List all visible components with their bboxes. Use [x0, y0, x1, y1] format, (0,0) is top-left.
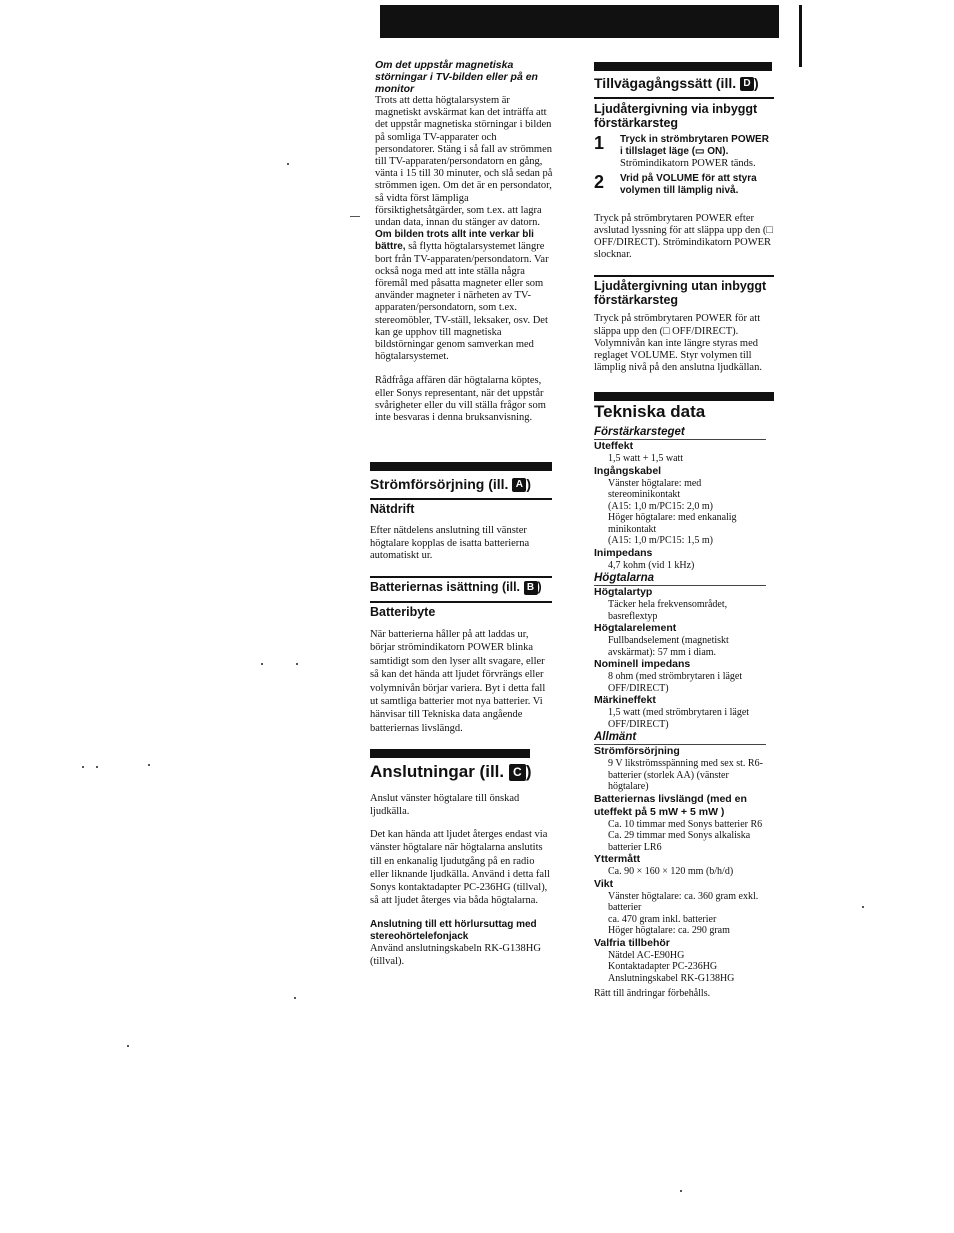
connections-paragraph-1: Anslut vänster högtalare till önskad ljudkälla. — [370, 793, 520, 818]
spec-value: Ca. 90 × 160 × 120 mm (b/h/d) — [608, 866, 734, 878]
step-1-note: Strömindikatorn POWER tänds. — [620, 158, 756, 170]
magnetic-paragraph-2 — [375, 229, 555, 363]
scan-speck — [261, 663, 263, 665]
section-bar — [594, 392, 774, 401]
spec-label: Valfria tillbehör — [594, 936, 670, 949]
spec-value: Höger högtalare: ca. 290 gram — [608, 925, 730, 937]
step-2-instruction: Vrid på VOLUME för att styra volymen till lämplig nivå. — [620, 172, 757, 196]
connections-title: Anslutningar (ill. C ) — [370, 762, 532, 782]
power-title: Strömförsörjning (ill. A ) — [370, 476, 532, 492]
magnetic-paragraph-2-rest: så flytta högtalarsystemet längre bort från TV-apparaten/persondatorn. Var också noga med att inte ställa några föremål med påsatta magneter eller som använder magneter i närheten av TV-apparaten/persondatorn, som t.ex. stereomöbler, TV-ställ, leksaker, osv. Det kan ge upphov till magnetiska bildstörningar genom samverkan med högtalarsystemet. — [375, 241, 549, 363]
section-rule — [370, 498, 552, 500]
scan-speck — [680, 1190, 682, 1192]
section-bar — [370, 749, 530, 758]
header-bar — [380, 5, 779, 38]
illustration-d-badge: D — [740, 77, 754, 91]
spec-section — [594, 571, 766, 730]
rights-note: Rätt till ändringar förbehålls. — [594, 988, 711, 1000]
magnetic-paragraph-1: Trots att detta högtalarsystem är magnetiskt avskärmat kan det inträffa att det uppstår magnetiska störningar i bilden på somliga TV-apparater och persondatorer. Stäng i så fall av strömmen till TV-apparaten/persondatorn en gång, vänta i 15 till 30 minuter, och slå sedan på strömmen igen. Om det är en persondator, så vidta först lämpliga försiktighetsåtgärder, som t.ex. att lagra undan data, innan du stänger av datorn. — [375, 95, 553, 229]
spec-value: Höger högtalare: med enkanalig minikontakt — [608, 512, 737, 535]
battery-change-title: Batteribyte — [370, 604, 436, 619]
mains-text: Efter nätdelens anslutning till vänster högtalare kopplas de isatta batterierna automatiskt ur. — [370, 525, 530, 561]
section-bar — [370, 462, 552, 471]
step-2 — [594, 173, 774, 197]
spec-label: Ingångskabel — [594, 464, 662, 477]
spec-value: Kontaktadapter PC-236HG — [608, 961, 718, 973]
spec-label: Nominell impedans — [594, 658, 691, 671]
connections-paragraph-2: Det kan hända att ljudet återges endast via vänster högtalare när högtalarna anslutits till en enkanalig ljudutgång på en radio eller liknande ljudkälla. Använd i detta fall Sonys kontaktadapter PC-236HG (tillval), så att ljudet återges via båda högtalarna. — [370, 829, 550, 907]
spec-value: Anslutningskabel RK-G138HG — [608, 972, 735, 984]
spec-label: Vikt — [594, 877, 614, 890]
magnetic-paragraph-3: Rådfråga affären där högtalarna köptes, eller Sonys representant, när det uppstår svårigheter eller du vill ställa frågor som inte besvaras i denna bruksanvisning. — [375, 375, 546, 424]
scan-speck — [350, 216, 360, 217]
spec-value: Vänster högtalare: med stereominikontakt — [608, 477, 702, 501]
step-number: 1 — [594, 133, 605, 154]
scan-speck — [127, 1045, 129, 1047]
spec-category: Högtalarna — [594, 571, 766, 586]
spec-value: 1,5 watt (med strömbrytaren i läget OFF/DIRECT) — [608, 707, 750, 730]
spec-category: Förstärkarsteget — [594, 425, 766, 440]
tech-title: Tekniska data — [594, 402, 706, 422]
spec-section — [594, 425, 766, 571]
spec-label: Batteriernas livslängd (med en uteffekt på 5 mW + 5 mW ) — [594, 792, 747, 818]
headphone-title: Anslutning till ett hörlursuttag med stereohörtelefonjack — [370, 919, 537, 943]
spec-value: (A15: 1,0 m/PC15: 2,0 m) — [608, 500, 714, 512]
illustration-c-badge: C — [509, 764, 526, 781]
step-1 — [594, 134, 774, 170]
column-2 — [594, 62, 774, 1001]
illustration-b-badge: B — [524, 581, 538, 595]
spec-label: Märkineffekt — [594, 694, 656, 707]
spec-value: 1,5 watt + 1,5 watt — [608, 453, 684, 465]
spec-label: Uteffekt — [594, 440, 634, 453]
step-1-instruction: Tryck in strömbrytaren POWER i tillslaget läge (▭ ON). — [620, 134, 769, 158]
spec-label: Högtalarelement — [594, 622, 677, 635]
magnetic-section — [375, 59, 555, 424]
spec-value: Fullbandselement (magnetiskt avskärmat): 57 mm i diam. — [608, 635, 729, 658]
section-rule — [370, 601, 552, 603]
spec-value: Ca. 10 timmar med Sonys batterier R6 — [608, 818, 763, 830]
mains-title: Nätdrift — [370, 502, 415, 517]
battery-insert-title: Batteriernas isättning (ill. B ) — [370, 579, 542, 594]
scan-speck — [148, 764, 150, 766]
magnetic-paragraph-2-bold: Om bilden trots allt inte verkar bli bättre, — [375, 229, 534, 253]
scan-speck — [287, 163, 289, 165]
scan-speck — [862, 906, 864, 908]
spec-label: Högtalartyp — [594, 586, 653, 599]
spec-value: 9 V likströmsspänning med sex st. R6-batterier (storlek AA) (vänster högtalare) — [608, 758, 763, 793]
scan-speck — [294, 997, 296, 999]
section-bar — [594, 62, 772, 71]
battery-change-text: När batterierna håller på att laddas ur, börjar strömindikatorn POWER blinka samtidigt som den lyser allt svagare, eller så kan det hända att ljudet förvrängs eller volymnivån börjar variera. Byt i detta fall ut samtliga batterier mot nya batterier. Vi hänvisar till Tekniska data angående batteriernas livslängd. — [370, 628, 546, 734]
spec-value: Vänster högtalare: ca. 360 gram exkl. batterier — [608, 890, 759, 914]
spec-value: (A15: 1,0 m/PC15: 1,5 m) — [608, 535, 714, 547]
column-1-lower — [370, 462, 552, 968]
margin-line — [799, 5, 802, 67]
with-amp-title: Ljudåtergivning via inbyggt förstärkarsteg — [594, 102, 758, 131]
scan-speck — [296, 663, 298, 665]
illustration-a-badge: A — [512, 478, 526, 492]
procedure-title: Tillvägagångssätt (ill. D ) — [594, 75, 759, 91]
spec-value: 8 ohm (med strömbrytaren i läget OFF/DIRECT) — [608, 671, 743, 694]
spec-value: Ca. 29 timmar med Sonys alkaliska batterier LR6 — [608, 830, 751, 853]
scan-speck — [82, 766, 84, 768]
spec-value: Nätdel AC-E90HG — [608, 949, 685, 961]
spec-value: ca. 470 gram inkl. batterier — [608, 913, 717, 925]
section-rule — [370, 576, 552, 578]
scan-speck — [96, 766, 98, 768]
section-rule — [594, 275, 774, 277]
headphone-text: Använd anslutningskabeln RK-G138HG (tillval). — [370, 943, 541, 967]
spec-label: Strömförsörjning — [594, 745, 680, 758]
spec-label: Inimpedans — [594, 546, 653, 559]
spec-label: Yttermått — [594, 853, 641, 866]
spec-value: 4,7 kohm (vid 1 kHz) — [608, 559, 695, 571]
without-amp-title: Ljudåtergivning utan inbyggt förstärkarsteg — [594, 279, 767, 308]
section-rule — [594, 97, 774, 99]
spec-value: Täcker hela frekvensområdet, basreflextyp — [608, 599, 728, 622]
step-number: 2 — [594, 171, 605, 192]
spec-section — [594, 730, 766, 984]
without-amp-text: Tryck på strömbrytaren POWER för att släppa upp den (□ OFF/DIRECT). Volymnivån kan inte längre styras med reglaget VOLUME. Styr volymen till lämplig nivå på den anslutna ljudkällan. — [594, 313, 762, 374]
spec-list — [594, 425, 766, 984]
magnetic-title: Om det uppstår magnetiska störningar i TV-bilden eller på en monitor — [375, 59, 538, 95]
with-amp-after: Tryck på strömbrytaren POWER efter avslutad lyssning för att släppa upp den (□ OFF/DIRECT). Strömindikatorn POWER slocknar. — [594, 212, 773, 261]
spec-category: Allmänt — [594, 730, 766, 745]
